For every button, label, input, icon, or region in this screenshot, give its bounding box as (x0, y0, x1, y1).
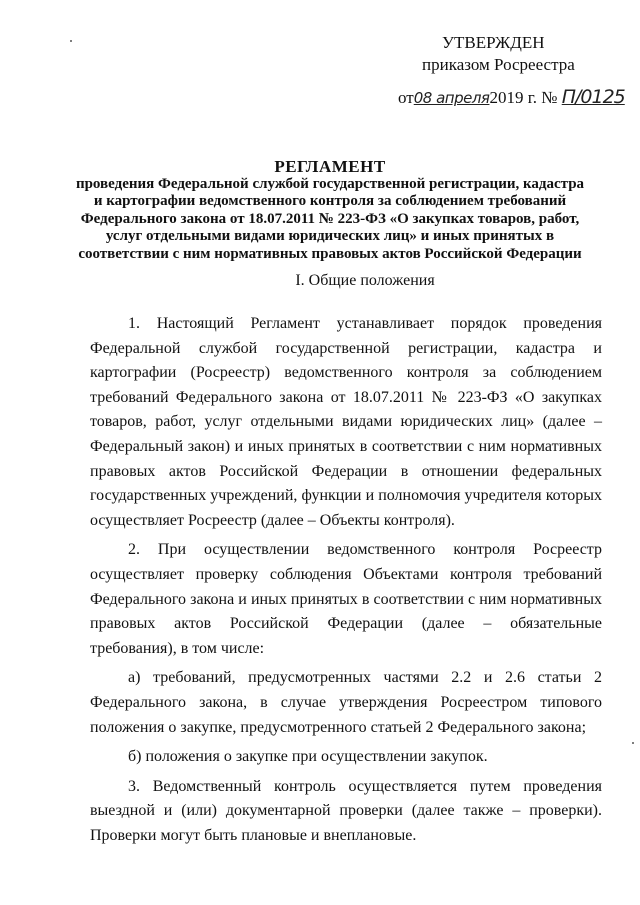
section-heading: I. Общие положения (295, 272, 435, 289)
document-title (60, 158, 600, 263)
title-line: и картографии ведомственного контроля за соблюдением требований (93, 193, 567, 209)
regulation-heading: РЕГЛАМЕНТ (274, 157, 386, 176)
date-prefix: от (398, 88, 414, 107)
title-line: соответствии с ним нормативных правовых актов Российской Федерации (78, 245, 582, 262)
title-line: Федерального закона от 18.07.2011 № 223-ФЗ «О закупках товаров, работ, (80, 210, 580, 227)
scan-speck (70, 40, 72, 42)
approval-stamp (380, 32, 625, 108)
handwritten-date: 08 апреля (413, 89, 490, 107)
title-line: проведения Федеральной службой государственной регистрации, кадастра (75, 175, 585, 192)
title-line: услуг отдельными видами юридических лиц» и иных принятых в (105, 228, 555, 244)
approved-by-order: приказом Росреестра (422, 55, 575, 74)
approval-date-line (398, 86, 625, 109)
document-body (90, 312, 602, 848)
year-text: 2019 г. № (489, 88, 558, 107)
scan-speck (632, 742, 634, 744)
paragraph: 2. При осуществлении ведомственного контроля Росреестр осуществляет проверку соблюдения Объектами контроля требований Федерального закона и иных принятых в соответствии с ним нормативных правовых актов Российской Федерации (далее – обязательные требования), в том числе: (90, 541, 602, 657)
paragraph: б) положения о закупке при осуществлении закупок. (128, 748, 488, 766)
paragraph: 3. Ведомственный контроль осуществляется путем проведения выездной и (или) документарной проверки (далее также – проверки). Проверки могут быть плановые и внеплановые. (90, 777, 602, 844)
handwritten-order-number: П/0125 (561, 86, 625, 108)
paragraph: 1. Настоящий Регламент устанавливает порядок проведения Федеральной службой государственной регистрации, кадастра и картографии (Росреестр) ведомственного контроля за соблюдением требований Федерального закона от 18.07.2011 № 223-ФЗ «О закупках товаров, работ, услуг отдельными видами юридических лиц» (далее – Федеральный закон) и иных принятых в соответствии с ним нормативных правовых актов Российской Федерации в отношении федеральных государственных учреждений, функции и полномочия учредителя которых осуществляет Росреестр (далее – Объекты контроля). (90, 315, 602, 529)
approved-label: УТВЕРЖДЕН (442, 33, 545, 52)
paragraph: а) требований, предусмотренных частями 2.2 и 2.6 статьи 2 Федерального закона, в случае утверждения Росреестром типового положения о закупке, предусмотренного статьей 2 Федерального закона; (90, 669, 602, 736)
